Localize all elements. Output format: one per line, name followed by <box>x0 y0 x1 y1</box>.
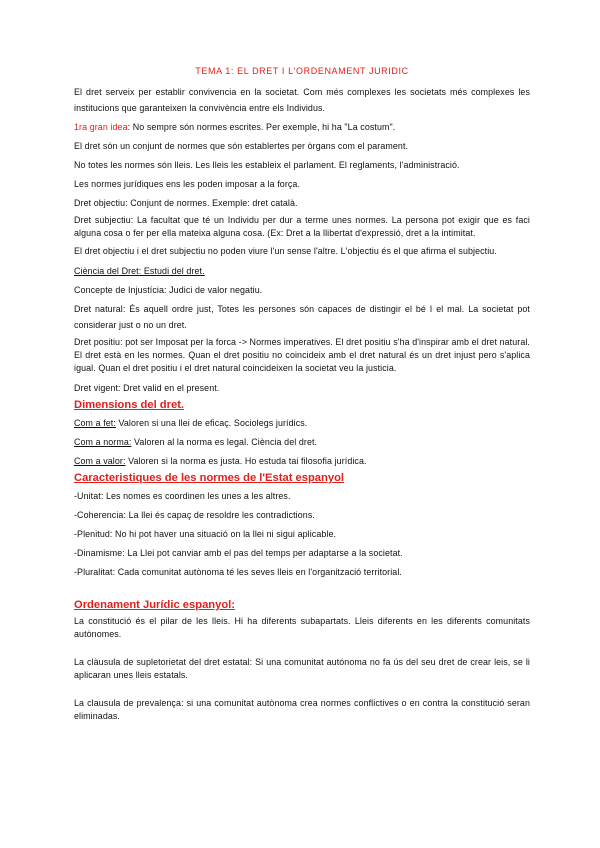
caracteristica-item: -Coherencia: La llei és capaç de resoldre les contradictions. <box>74 510 315 520</box>
paragraph-prevalenca: La clausula de prevalença: si una comunitat autònoma crea normes conflictives o en contra la constitució seran eliminadas. <box>74 698 530 721</box>
caracteristica-item: -Plenitud: No hi pot haver una situació on la llei ni sigui aplicable. <box>74 529 337 539</box>
paragraph-dret-positiu: Dret positiu: pot ser Imposat per la forca -> Normes imperatives. El dret positiu s'ha d'inspirar amb el dret natural. El dret està en les normes. Quan el dret positiu no coincideix amb el dret natural és un dret injust pero s'aplica igual. Quan el dret positiu i el dret natural coincideixen la societat veu la justicia. <box>74 337 530 373</box>
dimension-label: Com a valor: <box>74 456 126 466</box>
idea-label: 1ra gran idea <box>74 122 128 132</box>
dimension-label: Com a fet: <box>74 418 116 428</box>
heading-caracteristiques: Caracteristiques de les normes de l'Estat espanyol <box>74 472 345 484</box>
heading-dimensions: Dimensions del dret. <box>74 399 185 411</box>
paragraph-dret-objectiu: Dret objectiu: Conjunt de normes. Exemple: dret català. <box>74 198 298 208</box>
dimension-item <box>74 453 530 469</box>
caracteristica-item: -Pluralitat: Cada comunitat autònoma té les seves lleis en l'organització territorial. <box>74 567 402 577</box>
paragraph-supletorietat: La clàusula de supletorietat del dret estatal: Si una comunitat autónoma no fa ús del seu dret de crear leis, se li aplicaran unes lleis estatals. <box>74 657 530 680</box>
spacer <box>74 687 530 697</box>
heading-ordenament: Ordenament Jurídic espanyol: <box>74 599 236 611</box>
idea-text: : No sempre són normes escrites. Per exemple, hi ha "La costum". <box>127 122 396 132</box>
document-page <box>74 66 530 728</box>
paragraph-dret-subjectiu: Dret subjectiu: La facultat que té un Individu per dur a terme unes normes. La persona pot exigir que es faci alguna cosa o fer per ella mateixa alguna cosa. (Ex: Dret a la llibertat d'expressió, dret a la intimitat. <box>74 215 530 238</box>
document-title: TEMA 1: EL DRET I L'ORDENAMENT JURIDIC <box>195 66 409 76</box>
paragraph-conjunt: El dret són un conjunt de normes que són establertes per òrgans com el parament. <box>74 141 409 151</box>
caracteristica-item: -Dinamisme: La Llei pot canviar amb el pas del temps per adaptarse a la societat. <box>74 548 403 558</box>
dimension-item <box>74 415 530 431</box>
spacer <box>74 583 530 597</box>
dimension-text: Valoren si una llei de eficaç. Sociolegs jurídics. <box>115 418 308 428</box>
caracteristica-item: -Unitat: Les nomes es coordinen les unes a les altres. <box>74 491 291 501</box>
spacer <box>74 646 530 656</box>
paragraph-injusticia: Concepte de Injustícia: Judici de valor negatiu. <box>74 285 263 295</box>
paragraph-dret-natural: Dret natural: És aquell ordre just, Totes les persones són capaces de distingir el bé I el mal. La societat pot considerar just o no un dret. <box>74 304 530 330</box>
paragraph-dret-vigent: Dret vigent: Dret valid en el present. <box>74 383 220 393</box>
dimension-text: Valoren si la norma es justa. Ho estuda tai filosofia jurídica. <box>125 456 367 466</box>
dimension-text: Valoren al la norma es legal. Ciència del dret. <box>131 437 318 447</box>
paragraph-intro: El dret serveix per establir convivencia en la societat. Com més complexes les societats més complexes les institucions que garanteixen la convivència entre els Individus. <box>74 87 530 113</box>
paragraph-idea <box>74 119 530 135</box>
paragraph-lleis: No totes les normes són lleis. Les lleis les estableix el parlament. El reglaments, l'administració. <box>74 160 460 170</box>
paragraph-ciencia-dret: Ciència del Dret: Estudi del dret. <box>74 266 205 276</box>
paragraph-normes: Les normes jurídiques ens les poden imposar a la força. <box>74 179 301 189</box>
paragraph-constitucio: La constitució és el pilar de les lleis. Hi ha diferents subapartats. Lleis diferents en les diferents comunitats autònomes. <box>74 616 530 639</box>
dimension-label: Com a norma: <box>74 437 132 447</box>
paragraph-objectiu-subjectiu: El dret objectiu i el dret subjectiu no poden viure l'un sense l'altre. L'objectiu és el que afirma el subjectiu. <box>74 246 497 256</box>
dimension-item <box>74 434 530 450</box>
